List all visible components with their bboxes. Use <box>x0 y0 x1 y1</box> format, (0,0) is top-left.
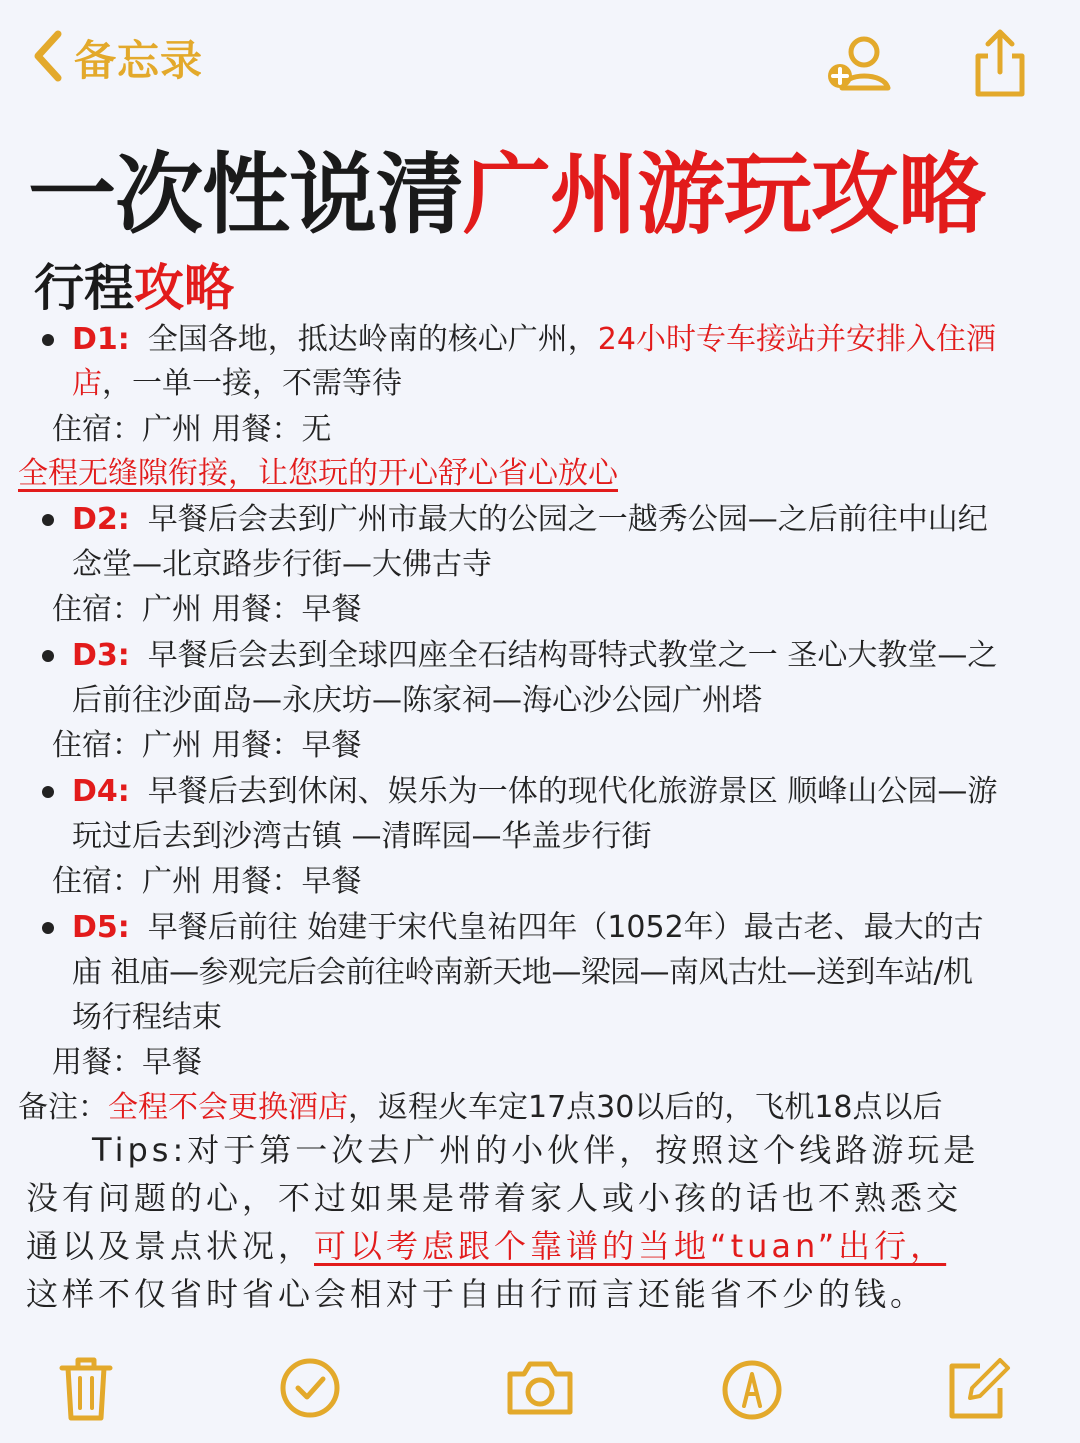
day-text: ，一单一接，不需等待 <box>102 366 402 401</box>
day-label: D3: <box>72 638 130 673</box>
day-text-red: 店 <box>72 366 102 401</box>
day-text: 早餐后前往 始建于宋代皇祐四年（1052年）最古老、最大的古 <box>147 910 984 945</box>
camera-button[interactable] <box>502 1350 578 1426</box>
highlight-text: 全程无缝隙衔接，让您玩的开心舒心省心放心 <box>18 456 618 491</box>
nav-bar <box>0 0 1080 120</box>
share-button[interactable] <box>962 26 1038 102</box>
day-text: 早餐后去到休闲、娱乐为一体的现代化旅游景区 顺峰山公园—游 <box>147 774 998 809</box>
day-3-line-1 <box>72 634 997 678</box>
trash-icon <box>48 1411 124 1430</box>
day-5-line-2: 庙 祖庙—参观完后会前往岭南新天地—梁园—南风古灶—送到车站/机 <box>72 955 973 990</box>
day-4-line-2: 玩过后去到沙湾古镇 —清晖园—华盖步行街 <box>72 819 652 854</box>
note-prefix: 备注： <box>18 1090 108 1125</box>
share-icon <box>962 87 1038 106</box>
markup-button[interactable] <box>714 1350 790 1426</box>
page-title <box>28 140 1068 250</box>
bullet <box>42 922 54 934</box>
tips-line-2: 没有问题的心，不过如果是带着家人或小孩的话也不熟悉交 <box>26 1179 963 1217</box>
back-label: 备忘录 <box>74 36 204 85</box>
day-2-info: 住宿：广州 用餐：早餐 <box>52 592 362 627</box>
bullet <box>42 650 54 662</box>
bullet <box>42 514 54 526</box>
checklist-button[interactable] <box>272 1350 348 1426</box>
add-person-button[interactable] <box>822 26 898 102</box>
section-heading <box>34 256 234 320</box>
title-black: 一次性说清 <box>28 143 464 246</box>
chevron-left-icon <box>28 26 68 90</box>
day-1-line-2 <box>72 362 402 406</box>
tips-line-1: Tips:对于第一次去广州的小伙伴，按照这个线路游玩是 <box>92 1131 980 1169</box>
day-1-info: 住宿：广州 用餐：无 <box>52 412 332 447</box>
delete-button[interactable] <box>48 1350 124 1426</box>
day-2-line-2: 念堂—北京路步行街—大佛古寺 <box>72 547 492 582</box>
note-rest: ，返程火车定17点30以后的，飞机18点以后 <box>348 1090 943 1125</box>
back-button[interactable] <box>28 28 203 88</box>
section-black: 行程 <box>34 259 134 317</box>
tips-text: 通以及景点状况， <box>26 1227 315 1265</box>
title-red: 广州游玩攻略 <box>463 143 986 246</box>
day-5-info: 用餐：早餐 <box>52 1045 202 1080</box>
day-5-line-3: 场行程结束 <box>72 1000 222 1035</box>
day-1-line-1 <box>72 318 996 362</box>
checklist-icon <box>272 1411 348 1430</box>
add-person-icon <box>822 87 898 106</box>
markup-icon <box>714 1411 790 1430</box>
note-line <box>18 1086 943 1130</box>
day-label: D4: <box>72 774 130 809</box>
bullet <box>42 334 54 346</box>
day-text: 全国各地，抵达岭南的核心广州， <box>147 322 598 357</box>
day-label: D5: <box>72 910 130 945</box>
day-2-line-1 <box>72 498 988 542</box>
tips-line-4: 这样不仅省时省心会相对于自由行而言还能省不少的钱。 <box>26 1275 927 1313</box>
day-label: D1: <box>72 322 130 357</box>
day-label: D2: <box>72 502 130 537</box>
section-red: 攻略 <box>134 259 234 317</box>
compose-icon <box>940 1411 1016 1430</box>
day-text: 早餐后会去到广州市最大的公园之一越秀公园—之后前往中山纪 <box>147 502 988 537</box>
bottom-toolbar <box>0 1350 1080 1430</box>
bullet <box>42 786 54 798</box>
day-3-info: 住宿：广州 用餐：早餐 <box>52 728 362 763</box>
tips-line-3 <box>26 1222 946 1270</box>
day-text-red: 24小时专车接站并安排入住酒 <box>597 322 996 357</box>
camera-icon <box>502 1411 578 1430</box>
tips-text-red: 可以考虑跟个靠谱的当地“tuan”出行， <box>314 1227 947 1265</box>
day-text: 早餐后会去到全球四座全石结构哥特式教堂之一 圣心大教堂—之 <box>147 638 998 673</box>
day-5-line-1 <box>72 906 984 950</box>
day-4-line-1 <box>72 770 997 814</box>
note-red: 全程不会更换酒店 <box>108 1090 348 1125</box>
day-3-line-2: 后前往沙面岛—永庆坊—陈家祠—海心沙公园广州塔 <box>72 683 762 718</box>
day-4-info: 住宿：广州 用餐：早餐 <box>52 864 362 899</box>
compose-button[interactable] <box>940 1350 1016 1426</box>
